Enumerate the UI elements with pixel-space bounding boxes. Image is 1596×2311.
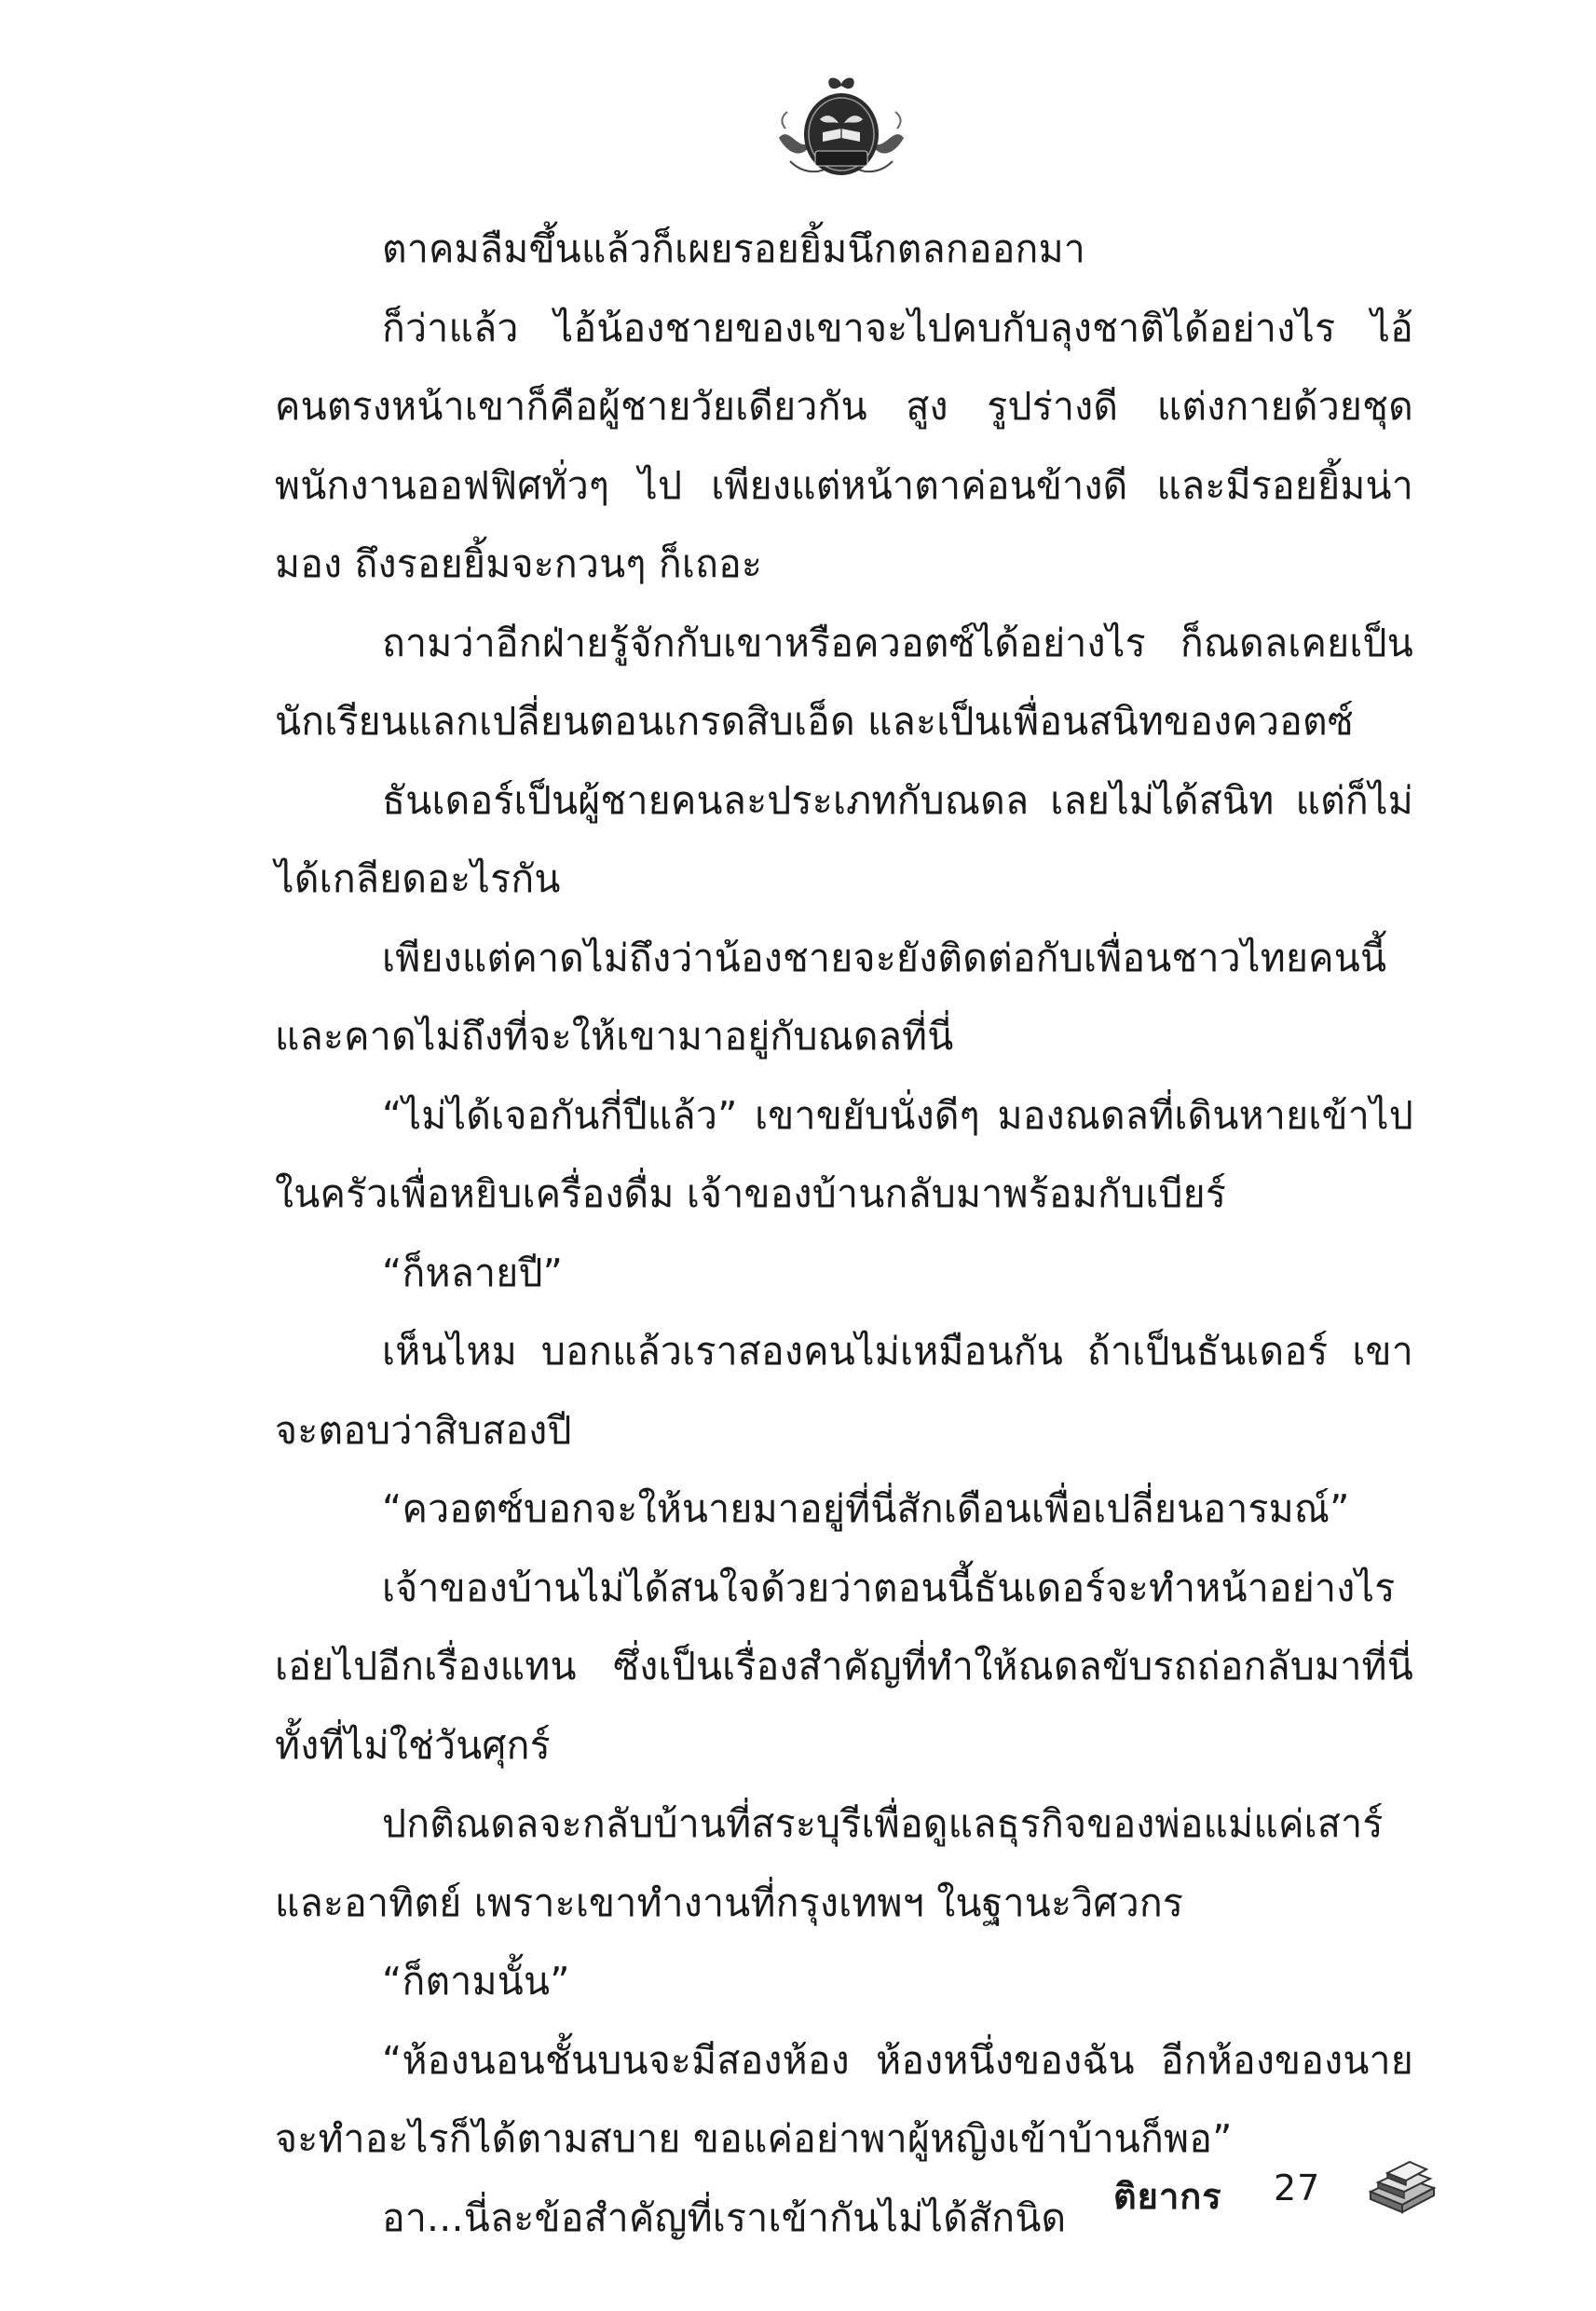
paragraph: เพียงแต่คาดไม่ถึงว่าน้องชายจะยังติดต่อกับเพื่อนชาวไทยคนนี้และคาดไม่ถึงที่จะให้เขามาอยู่กับณดลที่นี่: [275, 935, 1387, 1059]
paragraph: ถามว่าอีกฝ่ายรู้จักกับเขาหรือควอตซ์ได้อย่างไร ก็ณดลเคยเป็นนักเรียนแลกเปลี่ยนตอนเกรดสิบเอ็ด และเป็นเพื่อนสนิทของควอตซ์: [275, 620, 1413, 744]
paragraph: “ห้องนอนชั้นบนจะมีสองห้อง ห้องหนึ่งของฉัน อีกห้องของนายจะทำอะไรก็ได้ตามสบาย ขอแค่อย่าพาผู้หญิงเข้าบ้านก็พอ”: [275, 2037, 1413, 2161]
paragraph: “ควอตซ์บอกจะให้นายมาอยู่ที่นี่สักเดือนเพื่อเปลี่ยนอารมณ์”: [382, 1486, 1350, 1531]
paragraph: “ไม่ได้เจอกันกี่ปีแล้ว” เขาขยับนั่งดีๆ มองณดลที่เดินหายเข้าไปในครัวเพื่อหยิบเครื่องดื่ม เจ้าของบ้านกลับมาพร้อมกับเบียร์: [275, 1092, 1413, 1216]
ornamental-emblem-icon: [771, 73, 911, 185]
chapter-body: [275, 210, 1413, 2257]
paragraph: “ก็หลายปี”: [382, 1250, 564, 1295]
paragraph: ตาคมลืมขึ้นแล้วก็เผยรอยยิ้มนึกตลกออกมา: [382, 226, 1086, 271]
stacked-books-icon: [1365, 2151, 1439, 2225]
page-number: 27: [1274, 2167, 1321, 2208]
paragraph: ธันเดอร์เป็นผู้ชายคนละประเภทกับณดล เลยไม่ได้สนิท แต่ก็ไม่ได้เกลียดอะไรกัน: [275, 777, 1413, 901]
paragraph: ปกติณดลจะกลับบ้านที่สระบุรีเพื่อดูแลธุรกิจของพ่อแม่แค่เสาร์และอาทิตย์ เพราะเขาทำงานที่กรุงเทพฯ ในฐานะวิศวกร: [275, 1801, 1384, 1925]
paragraph: “ก็ตามนั้น”: [382, 1959, 570, 2003]
paragraph: อา...นี่ละข้อสำคัญที่เราเข้ากันไม่ได้สักนิด: [382, 2195, 1067, 2240]
paragraph: เจ้าของบ้านไม่ได้สนใจด้วยว่าตอนนี้ธันเดอร์จะทำหน้าอย่างไรเอ่ยไปอีกเรื่องแทน ซึ่งเป็นเรื่องสำคัญที่ทำให้ณดลขับรถถ่อกลับมาที่นี่ทั้งที่ไม่ใช่วันศุกร์: [275, 1565, 1413, 1768]
paragraph: เห็นไหม บอกแล้วเราสองคนไม่เหมือนกัน ถ้าเป็นธันเดอร์ เขาจะตอบว่าสิบสองปี: [275, 1329, 1413, 1453]
page-footer: [1113, 2151, 1439, 2235]
book-title: ติยากร: [1113, 2176, 1222, 2217]
paragraph: ก็ว่าแล้ว ไอ้น้องชายของเขาจะไปคบกับลุงชาติได้อย่างไร ไอ้คนตรงหน้าเขาก็คือผู้ชายวัยเดียวกัน สูง รูปร่างดี แต่งกายด้วยชุดพนักงานออฟฟิศทั่วๆ ไป เพียงแต่หน้าตาค่อนข้างดี และมีรอยยิ้มน่ามอง ถึงรอยยิ้มจะกวนๆ ก็เถอะ: [275, 305, 1413, 586]
